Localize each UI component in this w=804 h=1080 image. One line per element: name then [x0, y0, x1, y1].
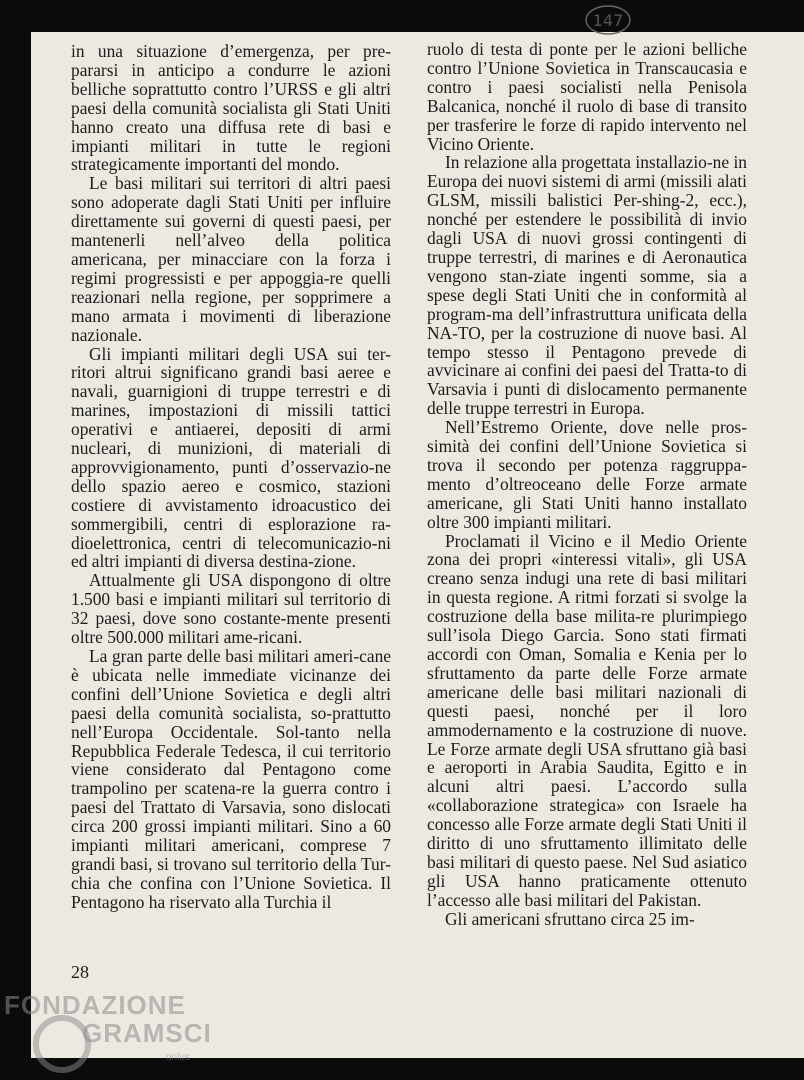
paragraph: Gli americani sfruttano circa 25 im- [445, 908, 695, 929]
watermark-line2: GRAMSCI [82, 1018, 212, 1048]
watermark-line1: FONDAZIONE [4, 990, 186, 1020]
paragraph: La gran parte delle basi militari ameri-cane è ubicata nelle immediate vicinanze dei confini dell’Unione Sovietica e degli altri paesi della comunità socialista, so-prattutto nell’Europa Occidentale. Sol-tanto nella Repubblica Federale Tedesca, il cui territorio viene considerato dal Pentagono come trampolino per scatena-re la guerra contro i paesi del Trattato di Varsavia, sono dislocati circa 200 grossi impianti militari. Sino a 60 impianti militari americani, comprese 7 grandi basi, si trovano sul territorio della Tur-chia che confina con l’Unione Sovietica. Il Pentagono ha riservato alla Turchia il [71, 646, 391, 912]
left-column [71, 42, 391, 912]
paragraph: Gli impianti militari degli USA sui ter-ritori altrui significano grandi basi aeree e navali, guarnigioni di truppe terrestri e di marines, impostazioni di missili tattici operativi e antiaerei, depositi di armi nucleari, di munizioni, di materiali di approvvigionamento, punti d’osservazio-ne dello spazio aereo e cosmico, stazioni costiere di avvistamento idroacustico dei sommergibili, centri di esplorazione ra-dioelettronica, centri di telecomunicazio-ni ed altri impianti di diversa destina-zione. [71, 343, 391, 572]
page-number: 28 [71, 962, 89, 982]
svg-text:147: 147 [592, 11, 624, 30]
paragraph: Attualmente gli USA dispongono di oltre 1.500 basi e impianti militari sul territorio di 32 paesi, dove sono costante-mente presenti oltre 500.000 militari ame-ricani. [71, 570, 391, 648]
handwritten-page-number [584, 2, 632, 36]
paragraph: Nell’Estremo Oriente, dove nelle pros-simità dei confini dell’Unione Sovietica si trova il secondo per potenza raggruppa-mento d’oltreoceano delle Forze armate americane, gli Stati Uniti hanno installato oltre 300 impianti militari. [427, 417, 747, 532]
watermark-line3: onlus [166, 1052, 190, 1063]
right-column [427, 40, 747, 929]
paragraph: Le basi militari sui territori di altri paesi sono adoperate dagli Stati Uniti per influire direttamente sui governi di questi paesi, per mantenerli nell’alveo della politica americana, per minacciare con la forza i regimi progressisti e per appoggia-re quelli reazionari nella regione, per sopprimere a mano armata i movimenti di liberazione nazionale. [71, 173, 391, 345]
paragraph: Proclamati il Vicino e il Medio Oriente zona dei propri «interessi vitali», gli USA creano senza indugi una rete di basi militari in questa regione. A ritmi forzati si svolge la costruzione della base milita-re plurimpiego sull’isola Diego Garcia. Sono stati firmati accordi con Oman, Somalia e Kenia per lo sfruttamento da parte delle Forze armate americane delle basi militari nazionali di questi paesi, nonché per il loro ammodernamento e la costruzione di nuove. Le Forze armate degli USA sfruttano già basi e aeroporti in Arabia Saudita, Egitto e in alcuni altri paesi. L’accordo sulla «collaborazione strategica» con Israele ha concesso alle Forze armate degli Stati Uniti il diritto di uno sfruttamento illimitato delle basi militari di questo paese. Nel Sud asiatico gli USA hanno praticamente ottenuto l’accesso alle basi militari del Pakistan. [427, 530, 747, 910]
paragraph: In relazione alla progettata installazio-ne in Europa dei nuovi sistemi di armi (missili alati GLSM, missili balistici Per-shing-2, ecc.), nonché per estendere le possibilità di invio dagli USA di nuovi grossi contingenti di truppe terrestri, di marines e di Aeronautica vengono stan-ziate ingenti somme, sia a spese degli Stati Uniti che in conformità al program-ma dell’infrastruttura unificata della NA-TO, per la costruzione di nuove basi. Al tempo stesso il Pentagono prevede di avvicinare ai confini dei paesi del Tratta-to di Varsavia i punti di dislocamento permanente delle truppe terrestri in Europa. [427, 152, 747, 419]
paragraph: ruolo di testa di ponte per le azioni belliche contro l’Unione Sovietica in Transcaucasia e contro i paesi socialisti nella Penisola Balcanica, nonché il ruolo di base di transito per trasferire le forze di rapido intervento nel Vicino Oriente. [427, 39, 747, 154]
paragraph: in una situazione d’emergenza, per pre-pararsi in anticipo a condurre le azioni belliche soprattutto contro l’URSS e gli altri paesi della comunità socialista gli Stati Uniti hanno creato una diffusa rete di basi e impianti militari in tutte le regioni strategicamente importanti del mondo. [71, 41, 391, 175]
